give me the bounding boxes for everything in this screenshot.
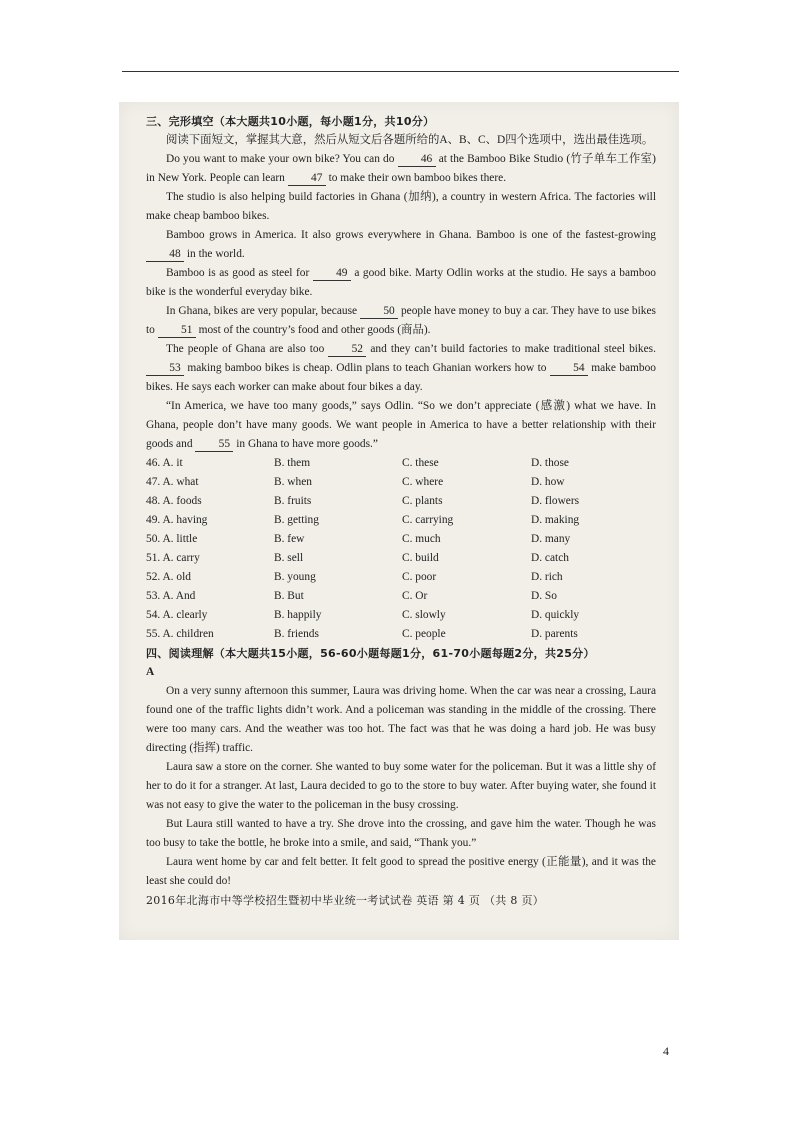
option-a: 53. A. And (146, 590, 196, 602)
option-d: D. flowers (531, 495, 580, 507)
text: make bamboo bikes. He says each worker can make about four bikes a day. (146, 362, 656, 393)
option-c: C. poor (402, 571, 437, 583)
cloze-paragraph-2: The studio is also helping build factories in Ghana (加纳), a country in western Africa. The factories will make cheap bamboo bikes. (146, 191, 656, 222)
reading-paragraph: Laura saw a store on the corner. She wanted to buy some water for the policeman. But it was a little shy of her to do it for a stranger. At last, Laura decided to go to the store to buy water. After buying water, she found it was not easy to give the water to the policeman in the busy crossing. (146, 761, 656, 811)
option-row (146, 454, 656, 473)
option-b: B. when (274, 476, 312, 488)
document-content (146, 112, 656, 910)
section3-instruction: 阅读下面短文，掌握其大意，然后从短文后各题所给的A、B、C、D四个选项中，选出最佳选项。 (166, 134, 654, 146)
reading-paragraph: But Laura still wanted to have a try. She drove into the crossing, and gave him the water. Though he was too busy to take the bottle, he broke into a smile, and said, “Thank you.” (146, 818, 656, 849)
option-c: C. slowly (402, 609, 446, 621)
option-row (146, 568, 656, 587)
page-number: 4 (663, 1044, 669, 1058)
option-c: C. carrying (402, 514, 454, 526)
option-a: 49. A. having (146, 514, 208, 526)
section4-title: 四、阅读理解（本大题共15小题，56-60小题每题1分，61-70小题每题2分，共25分） (146, 647, 595, 660)
text: Bamboo grows in America. It also grows everywhere in Ghana. Bamboo is one of the fastest-growing (166, 229, 656, 241)
passage-label: A (146, 666, 155, 678)
cloze-paragraph-4 (146, 264, 656, 302)
text: a good bike. Marty Odlin works at the studio. He says a bamboo bike is the wonderful everyday bike. (146, 267, 656, 298)
option-b: B. sell (274, 552, 304, 564)
text: people have money to buy a car. They have to use bikes to (146, 305, 656, 336)
option-row (146, 606, 656, 625)
cloze-paragraph-7 (146, 397, 656, 454)
blank-54: 54 (550, 362, 588, 376)
option-c: C. these (402, 457, 439, 469)
reading-paragraph: Laura went home by car and felt better. It felt good to spread the positive energy (正能量), and it was the least she could do! (146, 856, 656, 887)
text: Bamboo is as good as steel for (166, 267, 310, 279)
text: in Ghana to have more goods.” (236, 438, 378, 450)
option-d: D. catch (531, 552, 569, 564)
text: at the Bamboo Bike Studio (竹子单车工作室) in New York. People can learn (146, 153, 656, 184)
reading-paragraph: On a very sunny afternoon this summer, Laura was driving home. When the car was near a crossing, Laura found one of the traffic lights didn’t work. And a policeman was standing in the middle of the crossing. There were too many cars. And the weather was too hot. The fact was that he was doing a hard job. He was busy directing (指挥) traffic. (146, 685, 656, 754)
option-b: B. young (274, 571, 316, 583)
option-d: D. quickly (531, 609, 580, 621)
text: to make their own bamboo bikes there. (328, 172, 507, 184)
text: The people of Ghana are also too (166, 343, 325, 355)
section3-title: 三、完形填空（本大题共10小题，每小题1分，共10分） (146, 115, 435, 128)
option-d: D. how (531, 476, 565, 488)
option-d: D. those (531, 457, 569, 469)
option-c: C. much (402, 533, 441, 545)
cloze-paragraph-3 (146, 226, 656, 264)
text: in the world. (186, 248, 245, 260)
option-row (146, 587, 656, 606)
blank-47: 47 (288, 172, 326, 186)
text: making bamboo bikes is cheap. Odlin plans to teach Ghanian workers how to (187, 362, 547, 374)
option-b: B. them (274, 457, 311, 469)
option-row (146, 473, 656, 492)
option-row (146, 530, 656, 549)
option-d: D. So (531, 590, 557, 602)
option-d: D. parents (531, 628, 578, 640)
option-c: C. where (402, 476, 444, 488)
blank-50: 50 (360, 305, 398, 319)
option-b: B. friends (274, 628, 319, 640)
option-d: D. making (531, 514, 580, 526)
blank-53: 53 (146, 362, 184, 376)
option-a: 46. A. it (146, 457, 183, 469)
option-a: 51. A. carry (146, 552, 200, 564)
option-b: B. But (274, 590, 304, 602)
blank-52: 52 (328, 343, 366, 357)
cloze-paragraph-5 (146, 302, 656, 340)
option-row (146, 492, 656, 511)
option-a: 47. A. what (146, 476, 199, 488)
option-b: B. happily (274, 609, 322, 621)
header-rule (122, 71, 679, 72)
text: Do you want to make your own bike? You can do (166, 153, 395, 165)
option-a: 48. A. foods (146, 495, 202, 507)
exam-footer: 2016年北海市中等学校招生暨初中毕业统一考试试卷 英语 第 4 页 （共 8 页） (146, 894, 545, 907)
option-row (146, 511, 656, 530)
option-d: D. rich (531, 571, 563, 583)
cloze-paragraph-6 (146, 340, 656, 397)
blank-51: 51 (158, 324, 196, 338)
option-d: D. many (531, 533, 571, 545)
blank-48: 48 (146, 248, 184, 262)
text: “In America, we have too many goods,” says Odlin. “So we don’t appreciate (感激) what we have. In Ghana, people don’t have many goods. We want people in America to have a better relationship with their goods and (146, 400, 656, 450)
text: In Ghana, bikes are very popular, because (166, 305, 358, 317)
option-b: B. getting (274, 514, 319, 526)
blank-49: 49 (313, 267, 351, 281)
option-c: C. Or (402, 590, 428, 602)
blank-46: 46 (398, 153, 436, 167)
option-a: 52. A. old (146, 571, 191, 583)
option-c: C. plants (402, 495, 443, 507)
option-c: C. build (402, 552, 439, 564)
options-table (146, 454, 656, 644)
option-b: B. few (274, 533, 305, 545)
blank-55: 55 (195, 438, 233, 452)
option-row (146, 549, 656, 568)
option-a: 54. A. clearly (146, 609, 208, 621)
option-a: 55. A. children (146, 628, 214, 640)
option-row (146, 625, 656, 644)
cloze-paragraph-1 (146, 150, 656, 188)
text: most of the country’s food and other goods (商品). (198, 324, 431, 336)
option-b: B. fruits (274, 495, 312, 507)
option-a: 50. A. little (146, 533, 198, 545)
option-c: C. people (402, 628, 446, 640)
text: and they can’t build factories to make traditional steel bikes. (370, 343, 656, 355)
